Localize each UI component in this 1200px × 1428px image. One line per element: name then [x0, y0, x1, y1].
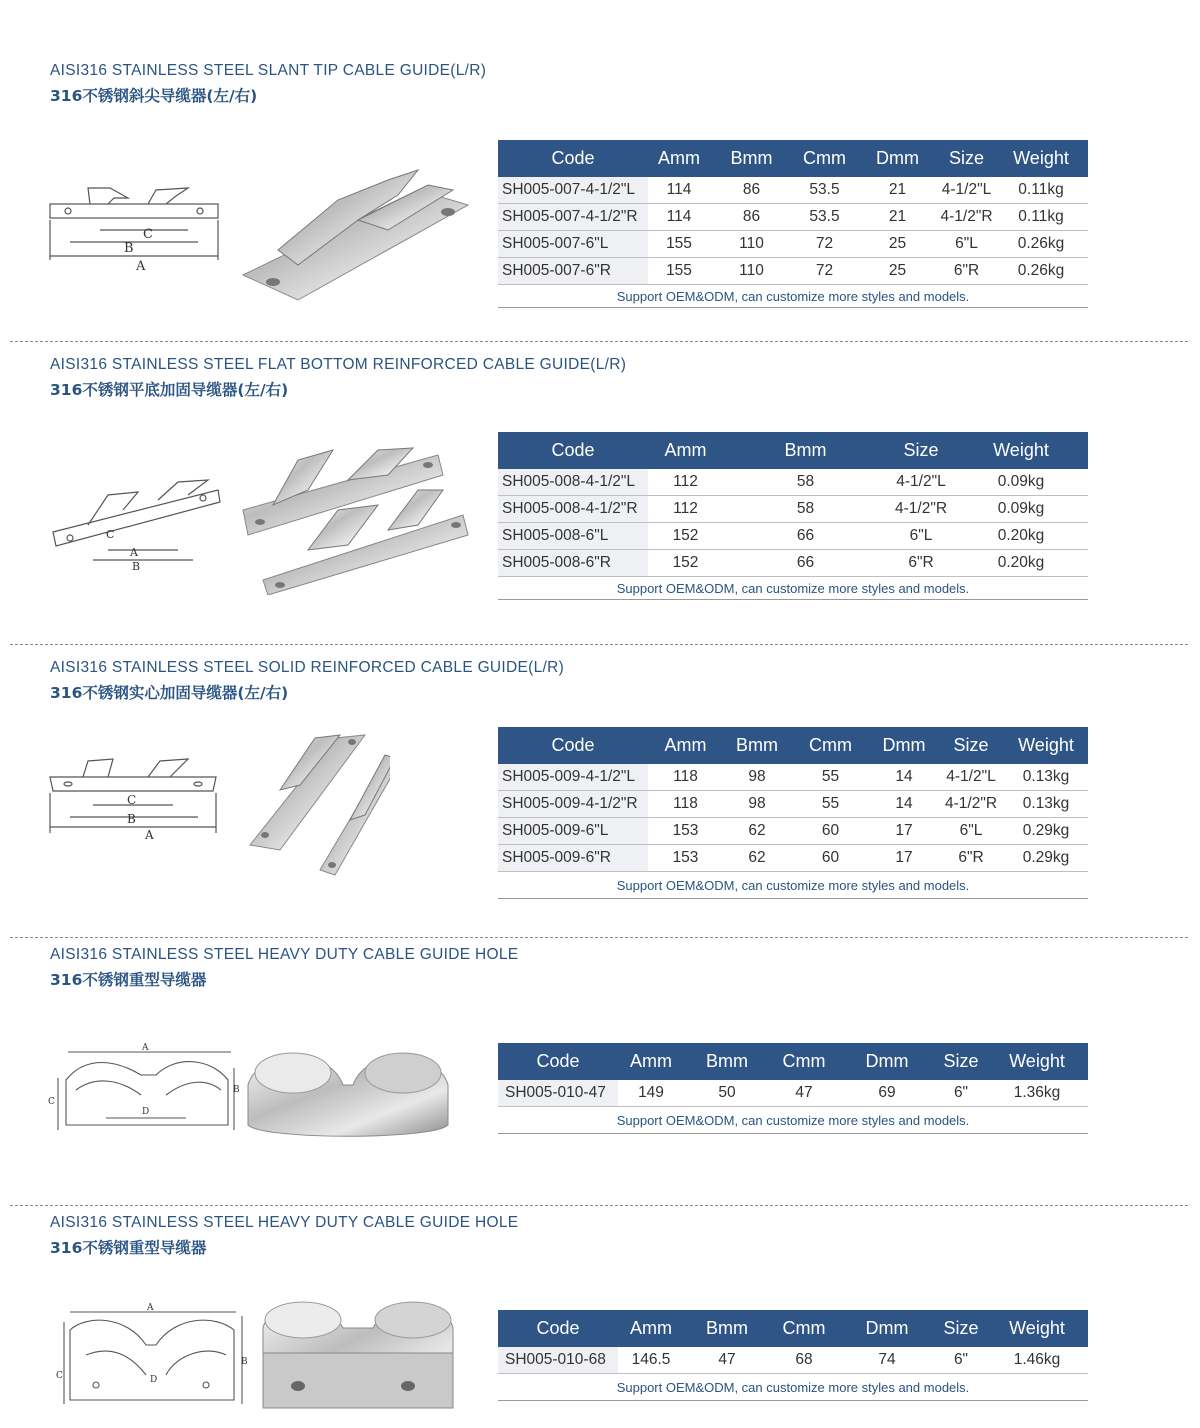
table-cell: 86 — [710, 204, 793, 231]
diagram-label: D — [150, 1375, 158, 1385]
table-cell: 0.20kg — [954, 550, 1088, 577]
table-cell: 6"L — [939, 231, 994, 258]
table-cell: SH005-009-6"R — [498, 845, 648, 872]
table-cell: 69 — [838, 1080, 936, 1107]
table-cell: 62 — [723, 818, 791, 845]
header-cell: Size — [936, 1310, 986, 1347]
table-cell: 110 — [710, 231, 793, 258]
table-cell: SH005-008-4-1/2"L — [498, 469, 648, 496]
table-cell: 155 — [648, 231, 710, 258]
table-cell: 155 — [648, 258, 710, 285]
table-cell: 1.46kg — [986, 1347, 1088, 1374]
table-cell: 53.5 — [793, 204, 856, 231]
heavy-duty-68-diagram — [56, 1300, 251, 1410]
table-row — [498, 496, 1088, 523]
table-cell: 112 — [648, 469, 723, 496]
table-cell: 149 — [618, 1080, 684, 1107]
oem-note: Support OEM&ODM, can customize more styles and models. — [498, 1374, 1088, 1401]
diagram-label: A — [142, 1043, 149, 1053]
diagram-label: C — [48, 1097, 55, 1107]
header-cell: Weight — [986, 1310, 1088, 1347]
header-cell: Dmm — [870, 727, 938, 764]
table-cell: 0.13kg — [1004, 764, 1088, 791]
table-cell: 6"R — [939, 258, 994, 285]
table-row — [498, 818, 1088, 845]
flat-bottom-product-photo — [238, 440, 478, 595]
table-cell: 55 — [791, 791, 870, 818]
section-divider — [10, 1205, 1188, 1206]
heavy-duty-47-diagram — [46, 1040, 241, 1135]
table-cell: SH005-007-4-1/2"R — [498, 204, 648, 231]
table-cell: 21 — [856, 204, 939, 231]
table-cell: 58 — [723, 469, 888, 496]
table-row — [498, 1347, 1088, 1374]
header-cell: Weight — [1004, 727, 1088, 764]
spec-table-5 — [498, 1310, 1088, 1401]
table-row — [498, 177, 1088, 204]
header-cell: Dmm — [838, 1310, 936, 1347]
table-cell: SH005-009-4-1/2"R — [498, 791, 648, 818]
header-cell: Dmm — [838, 1043, 936, 1080]
table-cell: 4-1/2"L — [888, 469, 954, 496]
header-cell: Size — [939, 140, 994, 177]
section-5-title-cn: 316不锈钢重型导缆器 — [50, 1239, 207, 1257]
spec-table-1 — [498, 140, 1088, 308]
table-cell: 0.29kg — [1004, 845, 1088, 872]
table-row — [498, 1080, 1088, 1107]
table-cell: SH005-007-6"L — [498, 231, 648, 258]
table-cell: 72 — [793, 231, 856, 258]
table-cell: 114 — [648, 177, 710, 204]
table-cell: 0.13kg — [1004, 791, 1088, 818]
header-cell: Bmm — [684, 1310, 770, 1347]
diagram-label: B — [132, 560, 141, 573]
section-3-title-en: AISI316 STAINLESS STEEL SOLID REINFORCED CABLE GUIDE(L/R) — [50, 659, 565, 676]
header-cell: Amm — [648, 140, 710, 177]
spec-table-3 — [498, 727, 1088, 899]
table-cell: 6" — [936, 1080, 986, 1107]
header-cell: Size — [938, 727, 1004, 764]
table-cell: SH005-010-47 — [498, 1080, 618, 1107]
table-cell: 50 — [684, 1080, 770, 1107]
table-row — [498, 523, 1088, 550]
table-cell: 14 — [870, 791, 938, 818]
table-header-row — [498, 140, 1088, 177]
solid-reinforced-product-photo — [240, 730, 390, 880]
table-cell: 6"R — [888, 550, 954, 577]
section-2-title-en: AISI316 STAINLESS STEEL FLAT BOTTOM REINFORCED CABLE GUIDE(L/R) — [50, 356, 627, 373]
diagram-label: B — [233, 1085, 240, 1095]
slant-tip-diagram — [48, 180, 223, 275]
flat-bottom-diagram — [48, 470, 223, 575]
header-cell: Size — [888, 432, 954, 469]
header-cell: Weight — [986, 1043, 1088, 1080]
table-cell: 114 — [648, 204, 710, 231]
header-cell: Code — [498, 432, 648, 469]
table-cell: 0.09kg — [954, 469, 1088, 496]
oem-note: Support OEM&ODM, can customize more styles and models. — [498, 577, 1088, 600]
section-1-title-en: AISI316 STAINLESS STEEL SLANT TIP CABLE GUIDE(L/R) — [50, 62, 487, 79]
table-cell: 110 — [710, 258, 793, 285]
table-cell: SH005-009-4-1/2"L — [498, 764, 648, 791]
section-2-title-cn: 316不锈钢平底加固导缆器(左/右) — [50, 381, 289, 399]
table-cell: 14 — [870, 764, 938, 791]
table-cell: SH005-010-68 — [498, 1347, 618, 1374]
header-cell: Amm — [618, 1310, 684, 1347]
table-row — [498, 231, 1088, 258]
table-cell: 6"L — [888, 523, 954, 550]
diagram-label: A — [130, 546, 138, 559]
table-cell: SH005-009-6"L — [498, 818, 648, 845]
table-cell: 68 — [770, 1347, 838, 1374]
table-cell: 146.5 — [618, 1347, 684, 1374]
table-header-row — [498, 432, 1088, 469]
table-row — [498, 204, 1088, 231]
solid-reinforced-diagram — [48, 755, 223, 845]
table-cell: 74 — [838, 1347, 936, 1374]
table-cell: 21 — [856, 177, 939, 204]
table-cell: 0.11kg — [994, 204, 1088, 231]
header-cell: Weight — [994, 140, 1088, 177]
table-row — [498, 764, 1088, 791]
header-cell: Bmm — [710, 140, 793, 177]
table-cell: 86 — [710, 177, 793, 204]
oem-note: Support OEM&ODM, can customize more styles and models. — [498, 285, 1088, 308]
header-cell: Bmm — [723, 727, 791, 764]
table-cell: 152 — [648, 523, 723, 550]
header-cell: Amm — [648, 432, 723, 469]
heavy-duty-68-product-photo — [258, 1298, 458, 1413]
table-cell: 72 — [793, 258, 856, 285]
table-cell: 0.29kg — [1004, 818, 1088, 845]
table-cell: 153 — [648, 818, 723, 845]
table-cell: 4-1/2"L — [939, 177, 994, 204]
table-cell: 0.11kg — [994, 177, 1088, 204]
diagram-label: B — [241, 1357, 248, 1367]
header-cell: Weight — [954, 432, 1088, 469]
header-cell: Cmm — [770, 1043, 838, 1080]
diagram-label: A — [147, 1303, 154, 1313]
table-cell: 98 — [723, 791, 791, 818]
header-cell: Code — [498, 1043, 618, 1080]
header-cell: Dmm — [856, 140, 939, 177]
table-row — [498, 845, 1088, 872]
table-cell: 4-1/2"L — [938, 764, 1004, 791]
table-cell: SH005-007-4-1/2"L — [498, 177, 648, 204]
table-cell: 1.36kg — [986, 1080, 1088, 1107]
table-cell: 0.26kg — [994, 258, 1088, 285]
table-row — [498, 550, 1088, 577]
header-cell: Amm — [618, 1043, 684, 1080]
slant-tip-product-photo — [238, 160, 478, 310]
table-cell: 6"R — [938, 845, 1004, 872]
header-cell: Code — [498, 140, 648, 177]
table-cell: 66 — [723, 550, 888, 577]
section-divider — [10, 341, 1188, 342]
table-cell: 55 — [791, 764, 870, 791]
table-cell: 25 — [856, 231, 939, 258]
table-cell: 60 — [791, 818, 870, 845]
oem-note: Support OEM&ODM, can customize more styles and models. — [498, 1107, 1088, 1134]
header-cell: Cmm — [793, 140, 856, 177]
table-cell: SH005-008-6"R — [498, 550, 648, 577]
table-cell: 0.20kg — [954, 523, 1088, 550]
section-4-title-en: AISI316 STAINLESS STEEL HEAVY DUTY CABLE GUIDE HOLE — [50, 946, 519, 963]
heavy-duty-47-product-photo — [243, 1045, 453, 1140]
table-cell: 0.09kg — [954, 496, 1088, 523]
table-cell: 4-1/2"R — [939, 204, 994, 231]
table-cell: SH005-008-6"L — [498, 523, 648, 550]
table-cell: 66 — [723, 523, 888, 550]
table-cell: 25 — [856, 258, 939, 285]
header-cell: Bmm — [684, 1043, 770, 1080]
oem-note: Support OEM&ODM, can customize more styles and models. — [498, 872, 1088, 899]
diagram-label: C — [127, 793, 137, 807]
diagram-label: D — [142, 1107, 150, 1117]
spec-table-4 — [498, 1043, 1088, 1134]
table-cell: 4-1/2"R — [888, 496, 954, 523]
table-row — [498, 258, 1088, 285]
table-header-row — [498, 727, 1088, 764]
table-cell: 47 — [684, 1347, 770, 1374]
header-cell: Cmm — [770, 1310, 838, 1347]
header-cell: Amm — [648, 727, 723, 764]
table-cell: 6"L — [938, 818, 1004, 845]
diagram-label: B — [127, 812, 136, 826]
diagram-label: C — [143, 227, 153, 242]
diagram-label: C — [56, 1371, 63, 1381]
table-cell: 60 — [791, 845, 870, 872]
table-cell: 58 — [723, 496, 888, 523]
diagram-label: A — [136, 259, 146, 274]
table-cell: 112 — [648, 496, 723, 523]
section-divider — [10, 644, 1188, 645]
table-cell: 152 — [648, 550, 723, 577]
section-divider — [10, 937, 1188, 938]
table-cell: SH005-007-6"R — [498, 258, 648, 285]
table-cell: 98 — [723, 764, 791, 791]
section-1-title-cn: 316不锈钢斜尖导缆器(左/右) — [50, 87, 258, 105]
section-4-title-cn: 316不锈钢重型导缆器 — [50, 971, 207, 989]
table-cell: 47 — [770, 1080, 838, 1107]
table-cell: 118 — [648, 764, 723, 791]
table-header-row — [498, 1043, 1088, 1080]
table-header-row — [498, 1310, 1088, 1347]
header-cell: Code — [498, 1310, 618, 1347]
section-5-title-en: AISI316 STAINLESS STEEL HEAVY DUTY CABLE GUIDE HOLE — [50, 1214, 519, 1231]
spec-table-2 — [498, 432, 1088, 600]
table-cell: 17 — [870, 818, 938, 845]
table-row — [498, 791, 1088, 818]
table-cell: 17 — [870, 845, 938, 872]
header-cell: Code — [498, 727, 648, 764]
table-cell: 118 — [648, 791, 723, 818]
section-3-title-cn: 316不锈钢实心加固导缆器(左/右) — [50, 684, 289, 702]
table-cell: 62 — [723, 845, 791, 872]
table-cell: 153 — [648, 845, 723, 872]
table-cell: SH005-008-4-1/2"R — [498, 496, 648, 523]
table-row — [498, 469, 1088, 496]
header-cell: Size — [936, 1043, 986, 1080]
table-cell: 4-1/2"R — [938, 791, 1004, 818]
header-cell: Cmm — [791, 727, 870, 764]
table-cell: 6" — [936, 1347, 986, 1374]
table-cell: 53.5 — [793, 177, 856, 204]
table-cell: 0.26kg — [994, 231, 1088, 258]
header-cell: Bmm — [723, 432, 888, 469]
diagram-label: A — [145, 828, 154, 842]
diagram-label: C — [106, 528, 115, 541]
diagram-label: B — [124, 241, 134, 256]
